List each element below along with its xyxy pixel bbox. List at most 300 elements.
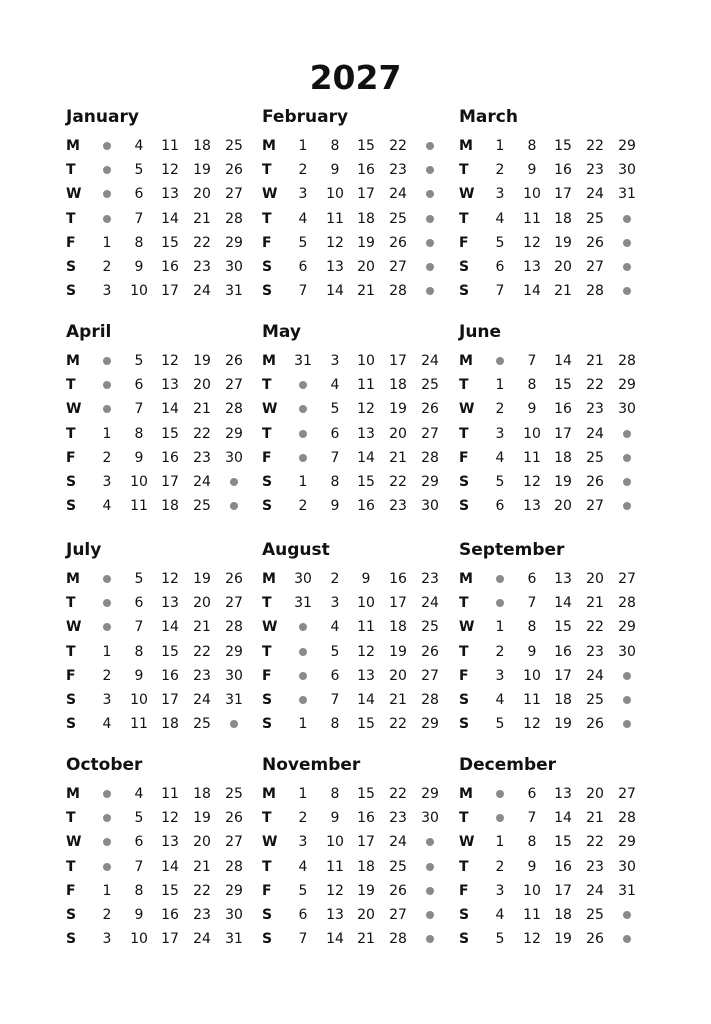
day-number: 15 [357, 138, 375, 154]
empty-day-dot [288, 397, 318, 421]
day-number: 22 [389, 716, 407, 733]
day-number: 11 [130, 716, 148, 733]
day-number: 13 [326, 907, 344, 923]
day-number: 14 [161, 619, 179, 636]
day-number: 20 [193, 834, 211, 851]
day-number: 9 [134, 667, 144, 684]
empty-day-dot [219, 712, 249, 736]
day-number: 19 [389, 643, 407, 660]
weekday-label: S [459, 931, 470, 948]
day-number: 25 [421, 377, 439, 394]
day-number: 18 [161, 498, 179, 515]
weekday-label: M [66, 138, 80, 154]
day-number: 14 [554, 810, 572, 827]
day-number: 10 [326, 834, 344, 851]
day-number: 16 [554, 401, 572, 418]
day-number: 24 [193, 283, 211, 300]
day-number: 19 [357, 234, 375, 251]
day-number: 6 [134, 595, 144, 612]
day-number: 12 [161, 353, 179, 369]
weekday-label: F [459, 667, 469, 684]
day-number: 2 [102, 449, 112, 466]
weekday-label: W [262, 834, 278, 851]
month-title: January [66, 107, 139, 127]
empty-day-dot [92, 207, 122, 231]
day-number: 8 [134, 425, 144, 442]
empty-day-dot [288, 688, 318, 712]
weekday-row [66, 422, 256, 446]
day-number: 15 [161, 425, 179, 442]
day-number: 4 [495, 449, 505, 466]
empty-day-dot [485, 349, 515, 373]
weekday-label: T [66, 210, 76, 227]
day-number: 3 [495, 425, 505, 442]
day-number: 6 [495, 259, 505, 275]
weekday-row [262, 446, 452, 470]
day-number: 7 [298, 931, 308, 948]
weekday-label: T [262, 595, 272, 612]
day-number: 31 [618, 882, 636, 899]
day-number: 10 [523, 425, 541, 442]
day-number: 10 [130, 474, 148, 490]
month-april [66, 321, 256, 521]
day-number: 9 [361, 571, 371, 587]
day-number: 29 [421, 716, 439, 733]
weekday-label: S [66, 931, 77, 948]
day-number: 3 [102, 283, 112, 300]
day-number: 15 [357, 474, 375, 490]
empty-day-dot [415, 879, 445, 903]
day-number: 6 [527, 786, 537, 802]
weekday-label: S [459, 259, 470, 275]
day-number: 1 [298, 786, 308, 802]
day-number: 3 [298, 834, 308, 851]
day-number: 17 [357, 186, 375, 203]
day-number: 19 [554, 474, 572, 490]
day-number: 2 [330, 571, 340, 587]
weekday-row [66, 231, 256, 255]
day-number: 8 [527, 619, 537, 636]
day-number: 26 [225, 162, 243, 179]
day-number: 24 [586, 425, 604, 442]
day-number: 20 [586, 786, 604, 802]
day-number: 11 [523, 692, 541, 708]
day-number: 30 [618, 858, 636, 875]
day-number: 15 [357, 716, 375, 733]
day-number: 10 [523, 882, 541, 899]
day-number: 7 [527, 353, 537, 369]
day-number: 7 [298, 283, 308, 300]
day-number: 11 [161, 138, 179, 154]
day-number: 26 [586, 716, 604, 733]
day-number: 16 [554, 858, 572, 875]
empty-day-dot [612, 279, 642, 303]
weekday-row [459, 182, 649, 206]
weekday-label: T [262, 377, 272, 394]
month-title: December [459, 755, 557, 775]
day-number: 16 [161, 667, 179, 684]
day-number: 19 [193, 810, 211, 827]
day-number: 23 [389, 810, 407, 827]
day-number: 1 [102, 234, 112, 251]
day-number: 2 [495, 162, 505, 179]
weekday-row [459, 422, 649, 446]
weekday-row [262, 567, 452, 591]
day-number: 3 [495, 667, 505, 684]
day-number: 5 [134, 162, 144, 179]
weekday-label: F [262, 234, 272, 251]
weekday-label: T [262, 425, 272, 442]
weekday-row [459, 231, 649, 255]
day-number: 7 [330, 692, 340, 708]
weekday-row [66, 349, 256, 373]
day-number: 4 [298, 858, 308, 875]
month-november [262, 754, 452, 954]
day-number: 20 [389, 667, 407, 684]
day-number: 16 [554, 643, 572, 660]
day-number: 22 [389, 474, 407, 490]
empty-day-dot [92, 134, 122, 158]
day-number: 23 [193, 449, 211, 466]
day-number: 22 [193, 425, 211, 442]
day-number: 16 [357, 162, 375, 179]
day-number: 4 [495, 907, 505, 923]
day-number: 10 [523, 667, 541, 684]
weekday-row [459, 349, 649, 373]
empty-day-dot [288, 446, 318, 470]
day-number: 17 [554, 186, 572, 203]
day-number: 28 [389, 283, 407, 300]
day-number: 18 [161, 716, 179, 733]
weekday-row [66, 373, 256, 397]
empty-day-dot [415, 231, 445, 255]
day-number: 22 [586, 138, 604, 154]
day-number: 10 [326, 186, 344, 203]
month-title: April [66, 322, 112, 342]
day-number: 28 [389, 931, 407, 948]
day-number: 11 [326, 210, 344, 227]
day-number: 14 [554, 595, 572, 612]
day-number: 9 [330, 810, 340, 827]
day-number: 15 [161, 234, 179, 251]
day-number: 9 [330, 162, 340, 179]
weekday-row [459, 279, 649, 303]
empty-day-dot [612, 446, 642, 470]
weekday-label: T [459, 810, 469, 827]
weekday-label: S [262, 907, 273, 923]
weekday-row [66, 446, 256, 470]
day-number: 9 [330, 498, 340, 515]
weekday-label: T [66, 162, 76, 179]
weekday-row [459, 640, 649, 664]
weekday-label: M [459, 138, 473, 154]
empty-day-dot [92, 158, 122, 182]
day-number: 4 [102, 498, 112, 515]
day-number: 31 [225, 692, 243, 708]
weekday-row [66, 158, 256, 182]
day-number: 19 [554, 931, 572, 948]
weekday-row [262, 470, 452, 494]
day-number: 12 [357, 401, 375, 418]
day-number: 5 [330, 643, 340, 660]
day-number: 23 [586, 401, 604, 418]
weekday-label: M [459, 786, 473, 802]
day-number: 25 [225, 138, 243, 154]
day-number: 15 [554, 834, 572, 851]
weekday-row [459, 397, 649, 421]
day-number: 25 [586, 449, 604, 466]
empty-day-dot [612, 712, 642, 736]
month-september [459, 539, 649, 739]
weekday-label: F [262, 882, 272, 899]
day-number: 28 [586, 283, 604, 300]
empty-day-dot [219, 494, 249, 518]
weekday-label: S [66, 692, 77, 708]
weekday-row [459, 591, 649, 615]
weekday-label: T [459, 210, 469, 227]
day-number: 20 [554, 259, 572, 275]
weekday-label: S [66, 498, 77, 515]
weekday-label: W [66, 186, 82, 203]
empty-day-dot [612, 422, 642, 446]
day-number: 21 [193, 619, 211, 636]
weekday-row [262, 349, 452, 373]
day-number: 21 [193, 210, 211, 227]
weekday-label: S [459, 907, 470, 923]
day-number: 17 [161, 931, 179, 948]
day-number: 5 [298, 882, 308, 899]
weekday-row [66, 494, 256, 518]
day-number: 4 [495, 210, 505, 227]
day-number: 23 [586, 643, 604, 660]
weekday-label: S [66, 907, 77, 923]
day-number: 30 [421, 810, 439, 827]
day-number: 18 [389, 377, 407, 394]
day-number: 7 [527, 810, 537, 827]
day-number: 12 [357, 643, 375, 660]
day-number: 10 [130, 692, 148, 708]
weekday-row [66, 470, 256, 494]
weekday-row [459, 855, 649, 879]
day-number: 6 [134, 186, 144, 203]
day-number: 21 [193, 858, 211, 875]
day-number: 20 [193, 186, 211, 203]
day-number: 20 [193, 377, 211, 394]
weekday-row [66, 134, 256, 158]
empty-day-dot [288, 615, 318, 639]
weekday-row [66, 879, 256, 903]
day-number: 13 [554, 571, 572, 587]
weekday-label: M [262, 353, 276, 369]
weekday-row [459, 134, 649, 158]
day-number: 7 [134, 858, 144, 875]
day-number: 11 [357, 619, 375, 636]
day-number: 29 [225, 234, 243, 251]
weekday-label: M [262, 571, 276, 587]
weekday-label: F [262, 667, 272, 684]
weekday-label: T [262, 858, 272, 875]
day-number: 14 [161, 858, 179, 875]
day-number: 3 [102, 692, 112, 708]
day-number: 16 [389, 571, 407, 587]
day-number: 7 [134, 619, 144, 636]
day-number: 24 [586, 882, 604, 899]
day-number: 5 [298, 234, 308, 251]
day-number: 3 [330, 353, 340, 369]
day-number: 12 [523, 716, 541, 733]
weekday-row [262, 927, 452, 951]
month-may [262, 321, 452, 521]
day-number: 13 [161, 834, 179, 851]
day-number: 14 [357, 692, 375, 708]
day-number: 26 [225, 571, 243, 587]
day-number: 29 [225, 643, 243, 660]
day-number: 8 [330, 474, 340, 490]
weekday-row [262, 207, 452, 231]
weekday-row [66, 567, 256, 591]
day-number: 23 [389, 162, 407, 179]
day-number: 13 [326, 259, 344, 275]
weekday-row [459, 158, 649, 182]
day-number: 24 [389, 834, 407, 851]
weekday-label: S [262, 692, 273, 708]
day-number: 27 [421, 667, 439, 684]
empty-day-dot [415, 855, 445, 879]
empty-day-dot [612, 207, 642, 231]
weekday-label: F [66, 449, 76, 466]
weekday-row [66, 855, 256, 879]
weekday-label: T [66, 643, 76, 660]
day-number: 5 [495, 234, 505, 251]
day-number: 27 [618, 571, 636, 587]
day-number: 30 [225, 259, 243, 275]
day-number: 6 [134, 377, 144, 394]
weekday-label: S [66, 259, 77, 275]
month-january [66, 106, 256, 306]
weekday-label: S [262, 259, 273, 275]
day-number: 4 [330, 377, 340, 394]
weekday-row [459, 712, 649, 736]
day-number: 10 [130, 283, 148, 300]
empty-day-dot [415, 830, 445, 854]
day-number: 8 [330, 716, 340, 733]
empty-day-dot [92, 567, 122, 591]
day-number: 4 [330, 619, 340, 636]
day-number: 31 [294, 595, 312, 612]
weekday-label: T [66, 377, 76, 394]
day-number: 21 [586, 353, 604, 369]
weekday-row [262, 712, 452, 736]
day-number: 29 [421, 786, 439, 802]
day-number: 12 [161, 810, 179, 827]
day-number: 23 [586, 162, 604, 179]
day-number: 3 [298, 186, 308, 203]
empty-day-dot [415, 903, 445, 927]
weekday-row [66, 806, 256, 830]
day-number: 13 [523, 498, 541, 515]
weekday-row [66, 712, 256, 736]
day-number: 5 [134, 810, 144, 827]
day-number: 21 [357, 931, 375, 948]
day-number: 27 [618, 786, 636, 802]
weekday-label: T [459, 425, 469, 442]
day-number: 6 [527, 571, 537, 587]
weekday-label: M [66, 571, 80, 587]
day-number: 6 [495, 498, 505, 515]
day-number: 26 [421, 401, 439, 418]
weekday-label: F [459, 449, 469, 466]
day-number: 3 [330, 595, 340, 612]
day-number: 29 [618, 834, 636, 851]
day-number: 5 [495, 474, 505, 490]
day-number: 21 [357, 283, 375, 300]
month-october [66, 754, 256, 954]
weekday-label: M [459, 353, 473, 369]
day-number: 23 [421, 571, 439, 587]
weekday-row [66, 903, 256, 927]
day-number: 16 [554, 162, 572, 179]
day-number: 1 [298, 474, 308, 490]
day-number: 22 [389, 786, 407, 802]
day-number: 12 [161, 571, 179, 587]
day-number: 21 [586, 810, 604, 827]
day-number: 12 [161, 162, 179, 179]
day-number: 18 [554, 210, 572, 227]
day-number: 14 [357, 449, 375, 466]
day-number: 2 [298, 162, 308, 179]
day-number: 17 [554, 667, 572, 684]
day-number: 14 [326, 931, 344, 948]
weekday-label: W [66, 401, 82, 418]
day-number: 1 [102, 882, 112, 899]
day-number: 9 [134, 449, 144, 466]
weekday-label: W [262, 619, 278, 636]
day-number: 14 [523, 283, 541, 300]
empty-day-dot [92, 373, 122, 397]
weekday-label: M [262, 786, 276, 802]
day-number: 25 [389, 858, 407, 875]
day-number: 28 [421, 692, 439, 708]
day-number: 2 [102, 259, 112, 275]
day-number: 7 [495, 283, 505, 300]
empty-day-dot [92, 397, 122, 421]
weekday-label: W [459, 401, 475, 418]
day-number: 7 [134, 210, 144, 227]
month-title: October [66, 755, 143, 775]
day-number: 28 [225, 858, 243, 875]
weekday-row [459, 615, 649, 639]
day-number: 30 [225, 449, 243, 466]
day-number: 26 [586, 931, 604, 948]
day-number: 30 [225, 667, 243, 684]
weekday-label: T [262, 810, 272, 827]
day-number: 16 [161, 449, 179, 466]
empty-day-dot [612, 494, 642, 518]
empty-day-dot [92, 349, 122, 373]
weekday-label: S [262, 931, 273, 948]
day-number: 1 [495, 377, 505, 394]
month-title: November [262, 755, 361, 775]
weekday-label: F [459, 882, 469, 899]
day-number: 19 [554, 716, 572, 733]
weekday-row [66, 615, 256, 639]
weekday-row [262, 397, 452, 421]
empty-day-dot [415, 255, 445, 279]
weekday-row [262, 615, 452, 639]
day-number: 29 [225, 425, 243, 442]
day-number: 10 [357, 595, 375, 612]
empty-day-dot [612, 927, 642, 951]
